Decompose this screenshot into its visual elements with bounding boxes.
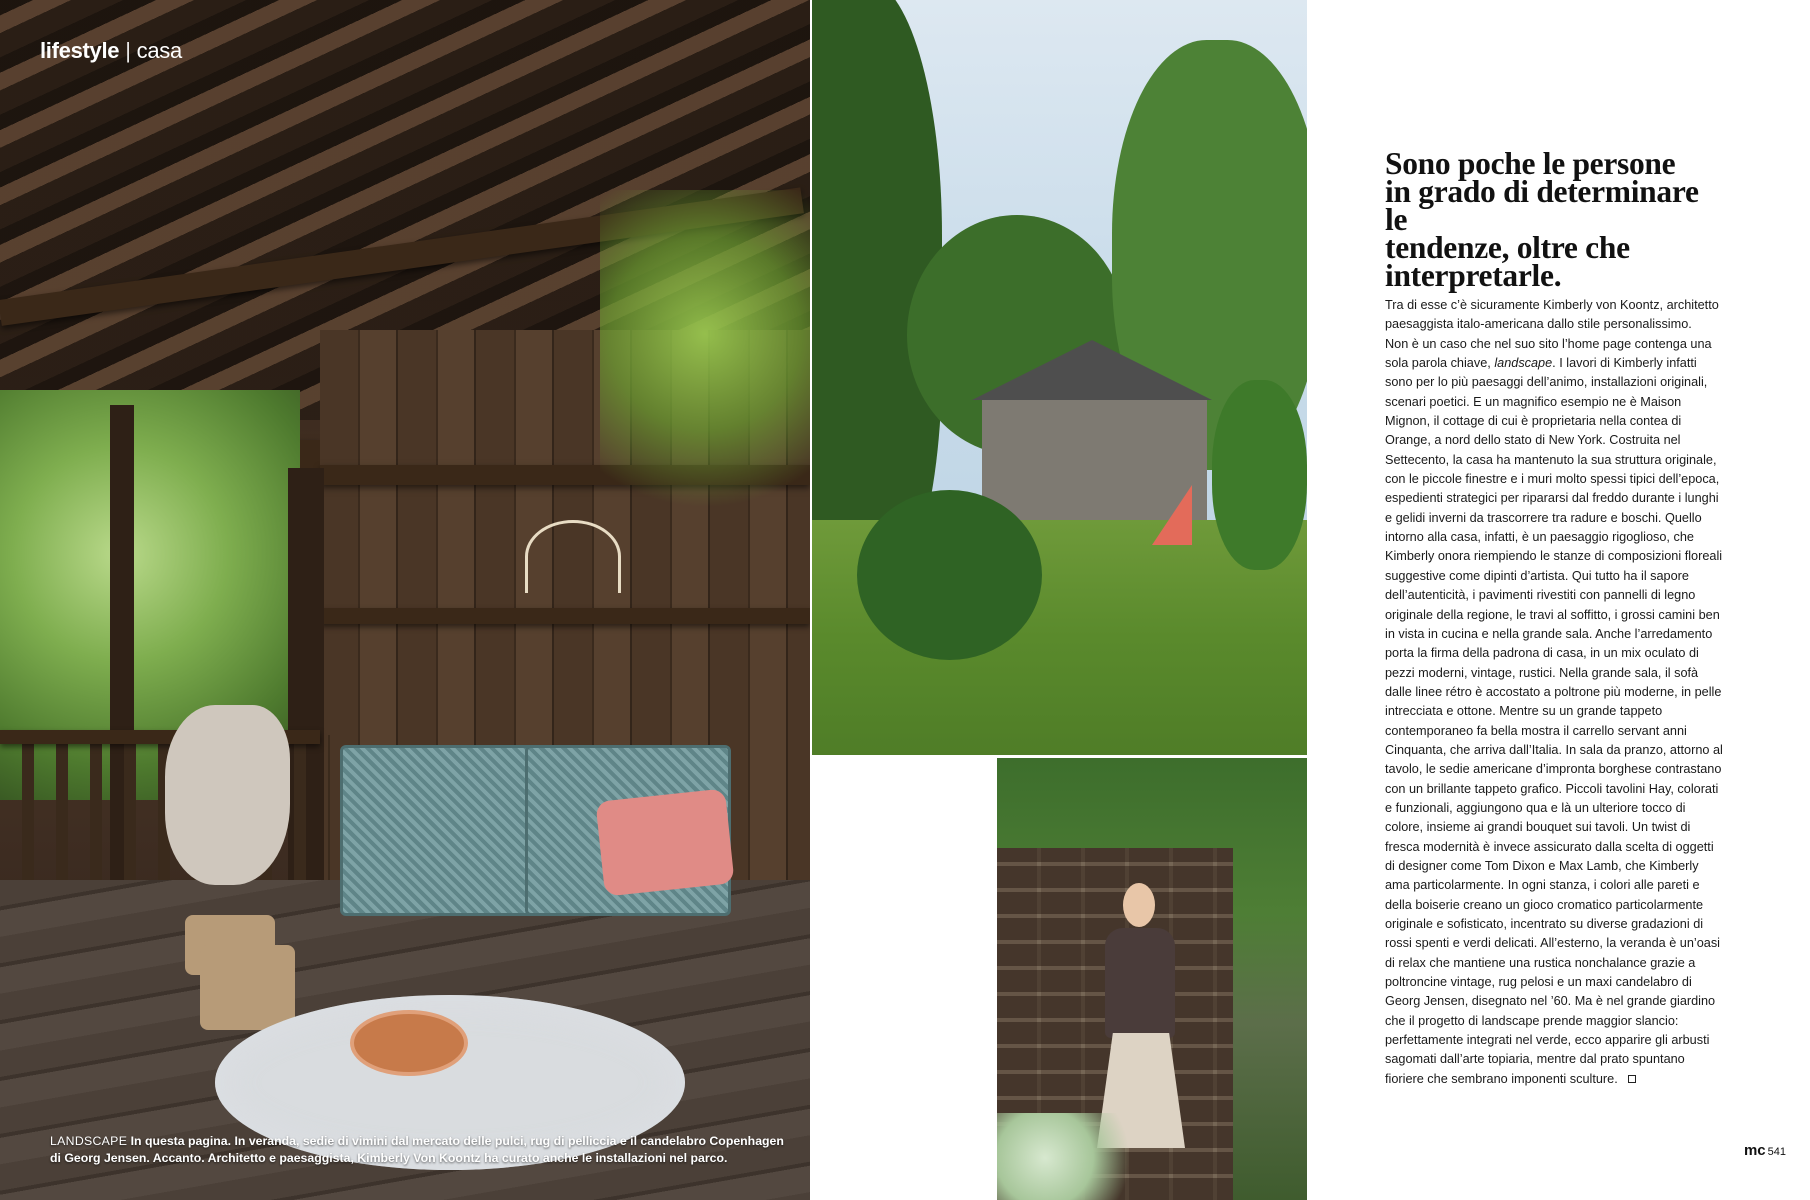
wall-board bbox=[320, 608, 810, 624]
stump-table bbox=[200, 945, 295, 1030]
woman-head bbox=[1123, 883, 1155, 927]
bush bbox=[857, 490, 1042, 660]
wicker-chair bbox=[340, 745, 546, 916]
page-number: 541 bbox=[1767, 1146, 1786, 1158]
caption-label: LANDSCAPE bbox=[50, 1134, 128, 1148]
caladium-plants bbox=[997, 1113, 1157, 1200]
cottage-roof bbox=[972, 340, 1212, 400]
copper-tray bbox=[350, 1010, 468, 1076]
section-kicker: lifestyle bbox=[40, 38, 120, 63]
caption-text: In questa pagina. In veranda, sedie di vimini dal mercato delle pulci, rug di pelliccia e il candelabro Copenhagen di Georg Jensen. Accanto. Architetto e paesaggista, Kimberly Von Koontz ha curato anche le installazioni nel parco. bbox=[50, 1134, 784, 1165]
headline-line: tendenze, oltre che interpretarle. bbox=[1385, 230, 1630, 293]
headline bbox=[1385, 146, 1725, 293]
section-separator: | bbox=[125, 38, 131, 63]
end-mark-icon bbox=[1628, 1075, 1636, 1083]
portrait-photo bbox=[997, 758, 1307, 1200]
pink-pillow bbox=[595, 788, 734, 896]
body-keyword: landscape bbox=[1494, 356, 1553, 371]
antler-decor bbox=[525, 520, 621, 593]
body-intro: Tra di esse c’è sicuramente Kimberly von Koontz, architetto paesaggista italo-americana dallo stile personalissimo. bbox=[1385, 298, 1719, 332]
fur-throw bbox=[165, 705, 290, 885]
veranda-photo bbox=[0, 0, 810, 1200]
woman-blouse bbox=[1105, 928, 1175, 1038]
headline-line: in grado di determinare le bbox=[1385, 174, 1699, 237]
red-sculpture bbox=[1152, 485, 1192, 545]
garden-photo bbox=[812, 0, 1307, 755]
magazine-brand: mc bbox=[1743, 1142, 1766, 1159]
section-sub: casa bbox=[136, 38, 182, 63]
hanging-vine bbox=[600, 190, 810, 550]
page-folio bbox=[1744, 1142, 1786, 1160]
photo-caption bbox=[50, 1133, 790, 1167]
body-text: Non è un caso che nel suo sito l’home page contenga una sola parola chiave, bbox=[1385, 336, 1712, 371]
section-label bbox=[40, 38, 182, 64]
topiary bbox=[1212, 380, 1307, 570]
body-text: . I lavori di Kimberly infatti sono per lo più paesaggi dell’animo, installazioni originali, scenari poetici. E un magnifico esempio ne è Maison Mignon, il cottage di cui è proprietaria nella contea di Orange, a nord dello stato di New York. Costruita nel Settecento, la casa ha mantenuto la sua struttura originale, con le piccole finestre e i muri molto spessi tipici dell’epoca, espedienti strategici per ripararsi dal freddo durante i lunghi e gelidi inverni da trascorrere tra radure e boschi. Quello intorno alla casa, infatti, è un paesaggio rigoglioso, che Kimberly onora riempiendo le stanze di composizioni floreali suggestive come dipinti d’artista. Qui tutto ha il sapore dell’autenticità, i pavimenti rivestiti con pannelli di legno originale della regione, le travi al soffitto, i grossi camini ben in vista in cucina e nella grande sala. Anche l’arredamento porta la firma della padrona di casa, in un mix oculato di pezzi moderni, vintage, rustici. Nella grande sala, il sofà dalle linee rétro è accostato a poltrone più moderne, in pelle intrecciata e ottone. Mentre su un grande tappeto contemporaneo fa bella mostra il carrello servant anni Cinquanta, che arriva dall’Italia. In sala da pranzo, attorno al tavolo, le sedie americane d’impronta borghese contrastano con un brillante tappeto grafico. Piccoli tavolini Hay, colorati e funzionali, aggiungono qua e là un ulteriore tocco di colore, insieme ai grandi bouquet sui tavoli. Un twist di fresca modernità è invece assicurato dalla scelta di oggetti di designer come Tom Dixon e Max Lamb, che Kimberly ama particolarmente. In ogni stanza, i colori alle pareti e della boiserie creano un gioco cromatico particolarmente originale e sofisticato, incentrato su diverse gradazioni di rossi spenti e verdi delicati. All’esterno, la veranda è un’oasi di relax che mantiene una rustica nonchalance grazie a poltroncine vintage, rug pelosi e un maxi candelabro di Georg Jensen, disegnato nel ’60. Ma è nel grande giardino che il progetto di landscape prende maggior slancio: perfettamente integrati nel verde, ecco apparire gli arbusti sagomati dall’arte topiaria, mentre dal prato spuntano fioriere che sembrano imponenti sculture. bbox=[1385, 356, 1723, 1086]
headline-line: Sono poche le persone bbox=[1385, 146, 1676, 181]
body-paragraph bbox=[1385, 296, 1725, 335]
article-column bbox=[1385, 146, 1725, 1089]
body-paragraph bbox=[1385, 335, 1725, 1089]
